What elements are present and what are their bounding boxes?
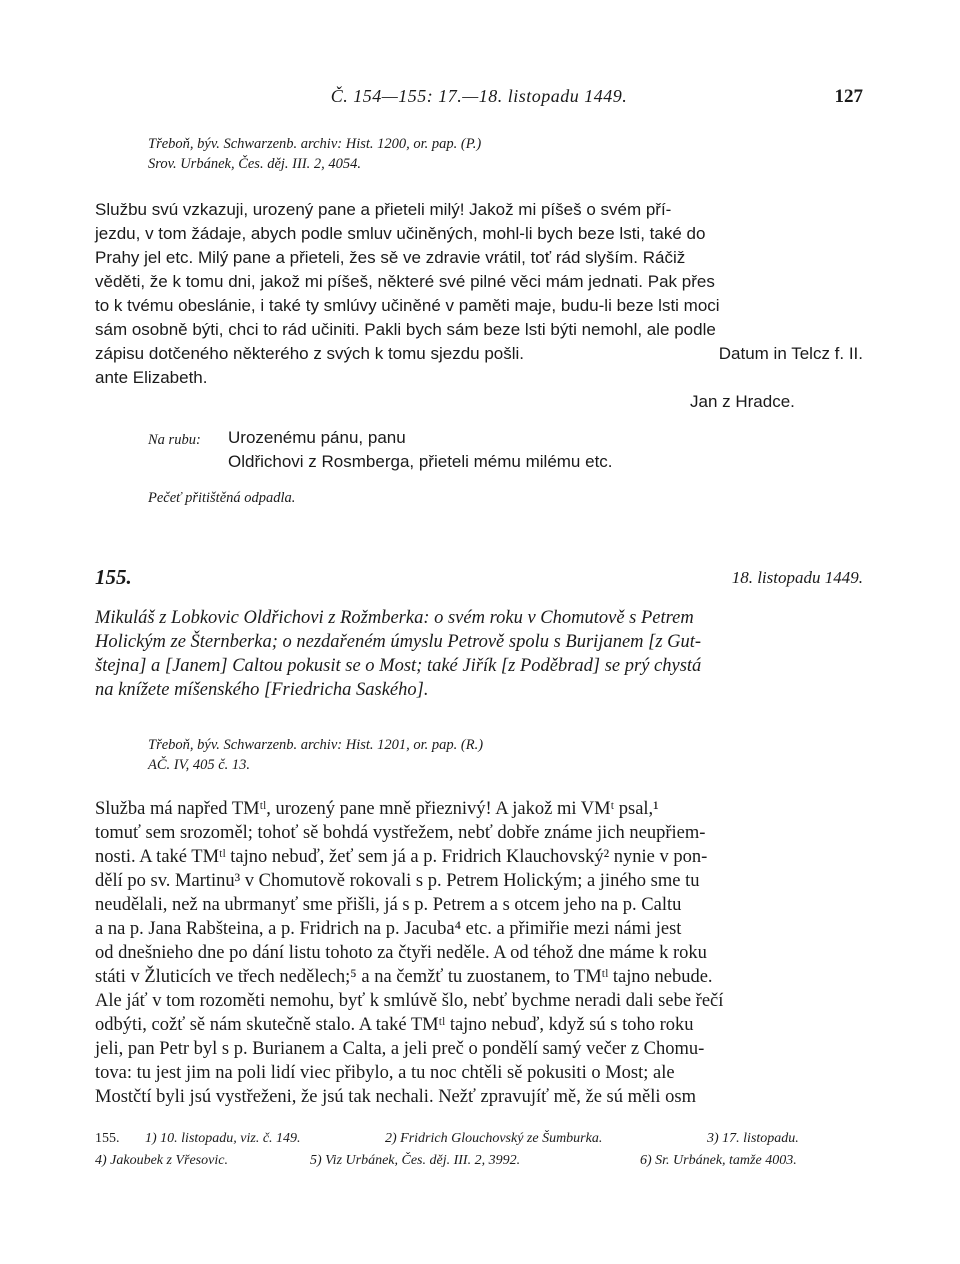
text-line: Ale jáť v tom rozoměti nemohu, byť k smlúvě šlo, nebť bychme neradi dali sebe řečí [95, 991, 724, 1011]
footnote-4: 4) Jakoubek z Vřesovic. [95, 1153, 228, 1168]
text-line: Mostčtí byli jsú vystřeženi, že jsú tak nechali. Nežť zpravujíť mě, že sú měli osm [95, 1087, 696, 1107]
text-line: sám osobně býti, chci to rád učiniti. Pakli bych sám beze lsti býti nemohl, ale podle [95, 320, 716, 339]
text-line: od dnešnieho dne po dání listu tohoto za čtyři neděle. A od téhož dne máme k roku [95, 943, 707, 963]
verso-line: Urozenému pánu, panu [228, 428, 406, 447]
doc155-number: 155. [95, 565, 132, 589]
doc155-summary [95, 606, 863, 702]
summary-line: Mikuláš z Lobkovic Oldřichovi z Rožmberka: o svém roku v Chomutově s Petrem [95, 608, 694, 628]
page-number: 127 [834, 86, 863, 107]
text-line: odbýti, cožť sě nám skutečně stalo. A také TMᵗˡ tajno nebuď, když sú s toho roku [95, 1015, 694, 1035]
text-line: státi v Žluticích ve třech nedělech;⁵ a na čemžť tu zuostanem, to TMᵗˡ tajno nebude. [95, 967, 713, 987]
footnote-row [95, 1150, 875, 1172]
doc155-text [95, 797, 863, 1109]
summary-line: Holickým ze Šternberka; o nezdařeném úmyslu Petrově spolu s Burijanem [z Gut- [95, 632, 702, 652]
doc154-source-line: Třeboň, býv. Schwarzenb. archiv: Hist. 1200, or. pap. (P.) [148, 136, 482, 152]
text-line: věděti, že k tomu dni, jakož mi píšeš, některé své pilné věci mám jednati. Pak přes [95, 272, 715, 291]
text-line: a na p. Jana Rabšteina, a p. Fridrich na p. Jacuba⁴ etc. a přimiřie mezi námi jest [95, 919, 682, 939]
text-line: ante Elizabeth. [95, 368, 208, 387]
footnote-3: 3) 17. listopadu. [707, 1131, 799, 1146]
doc155-source-line: Třeboň, býv. Schwarzenb. archiv: Hist. 1201, or. pap. (R.) [148, 737, 484, 753]
summary-line: štejna] a [Janem] Caltou pokusit se o Most; také Jiřík [z Poděbrad] se prý chystá [95, 656, 702, 676]
summary-line: na knížete míšenského [Friedricha Saského]. [95, 680, 429, 700]
text-line: tova: tu jest jim na poli lidí viec přibylo, a tu noc chtěli sě pokusiti o Most; ale [95, 1063, 675, 1083]
footnote-2: 2) Fridrich Glouchovský ze Šumburka. [385, 1131, 603, 1146]
doc155-reference-line: AČ. IV, 405 č. 13. [148, 757, 251, 773]
doc154-reference-line: Srov. Urbánek, Čes. děj. III. 2, 4054. [148, 156, 362, 172]
running-header [95, 86, 863, 112]
doc154-text [95, 198, 863, 390]
doc155-source [148, 735, 748, 775]
text-line: tomuť sem srozoměl; tohoť sě bohdá vystřežem, nebť dobře známe jich neupřiem- [95, 823, 706, 843]
doc155-date: 18. listopadu 1449. [731, 568, 863, 587]
footnote-1: 1) 10. listopadu, viz. č. 149. [145, 1131, 301, 1146]
footnote-6: 6) Sr. Urbánek, tamže 4003. [640, 1153, 797, 1168]
footnote-5: 5) Viz Urbánek, Čes. děj. III. 2, 3992. [310, 1153, 521, 1168]
seal-note: Pečeť přitištěná odpadla. [148, 490, 296, 506]
verso-label: Na rubu: [148, 432, 201, 448]
text-line: dělí po sv. Martinu³ v Chomutově rokovali s p. Petrem Holickým; a jiného sme tu [95, 871, 700, 891]
running-title: Č. 154—155: 17.—18. listopadu 1449. [330, 86, 628, 106]
doc154-source [148, 134, 748, 174]
text-line: to k tvému obeslánie, i také ty smlúvy učiněné v paměti maje, budu-li beze lsti moci [95, 296, 720, 315]
text-line: jezdu, v tom žádaje, abych podle smluv učiněných, mohl-li bych beze lsti, také do [95, 224, 706, 243]
text-line: Služba má napřed TMᵗˡ, urozený pane mně přieznivý! A jakož mi VMᵗ psal,¹ [95, 799, 659, 819]
signature: Jan z Hradce. [690, 392, 795, 411]
text-line: nosti. A také TMᵗˡ tajno nebuď, žeť sem já a p. Fridrich Klauchovský² nynie v pon- [95, 847, 708, 867]
datum-text: Datum in Telcz f. II. [718, 344, 863, 363]
footnote-row [95, 1128, 875, 1150]
verso-address [228, 426, 788, 474]
verso-line: Oldřichovi z Rosmberga, přieteli mému milému etc. [228, 452, 613, 471]
text-line: Prahy jel etc. Milý pane a přieteli, žes sě ve zdravie vrátil, toť rád slyším. Ráčiž [95, 248, 686, 267]
text-line-part: zápisu dotčeného některého z svých k tomu sjezdu pošli. [95, 344, 525, 363]
text-line: jeli, pan Petr byl s p. Burianem a Calta, a jeli preč o pondělí samý večer z Chomu- [95, 1039, 705, 1059]
footnote-doc-ref: 155. [95, 1131, 120, 1146]
text-line [95, 342, 863, 366]
footnotes [95, 1128, 875, 1172]
text-line: neudělali, než na ubrmanyť sme přišli, já s p. Petrem a s otcem jeho na p. Caltu [95, 895, 682, 915]
text-line: Službu svú vzkazuji, urozený pane a přieteli milý! Jakož mi píšeš o svém pří- [95, 200, 672, 219]
